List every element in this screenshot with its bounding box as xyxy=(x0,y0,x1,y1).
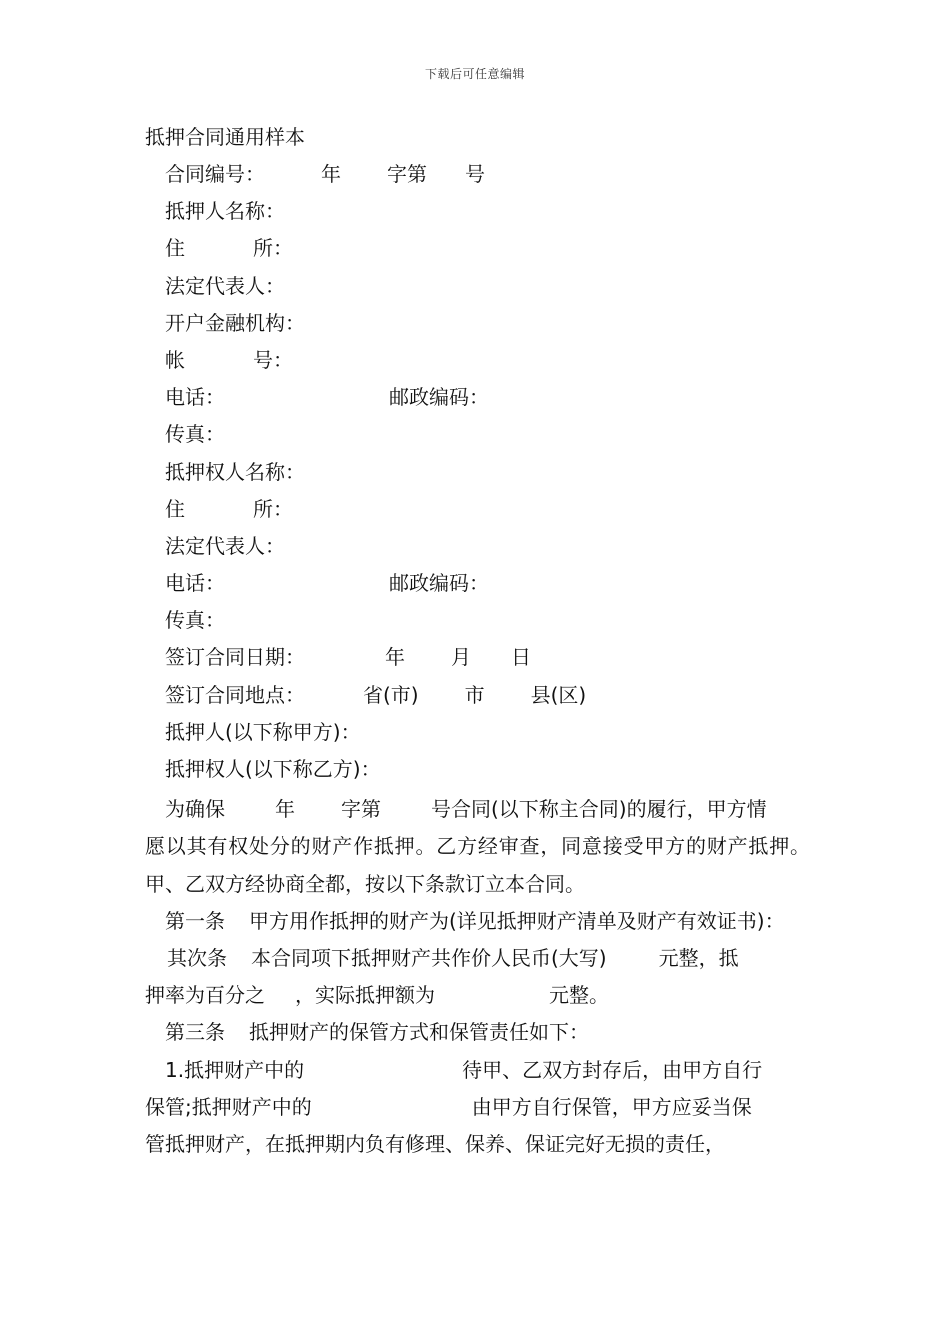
phone-label: 电话： xyxy=(165,571,225,596)
intro-text-rest: 愿以其有权处分的财产作抵押。乙方经审查，同意接受甲方的财产抵押。甲、乙双方经协商全都，按以下条款订立本合同。 xyxy=(145,834,810,896)
province-label: 省(市) xyxy=(363,682,419,707)
sign-date-label: 签订合同日期： xyxy=(165,645,305,670)
mortgagor-fax-line: 传真： xyxy=(165,422,225,447)
intro-text-1: 为确保 xyxy=(165,797,225,822)
city-label: 市 xyxy=(464,682,485,707)
intro-zi: 字第 xyxy=(341,797,381,822)
postal-label: 邮政编码： xyxy=(389,385,489,410)
address-label-a: 住 xyxy=(165,236,185,261)
month-label: 月 xyxy=(451,645,471,670)
mortgagee-name-line: 抵押权人名称： xyxy=(165,459,305,484)
mortgagee-phone-line xyxy=(145,568,810,605)
address-label-a: 住 xyxy=(165,496,185,521)
year-label: 年 xyxy=(385,645,405,670)
article-3-heading: 第三条 xyxy=(165,1020,225,1045)
mortgagee-legal-rep-line: 法定代表人： xyxy=(165,533,285,558)
item-1-text-5: 管抵押财产，在抵押期内负有修理、保养、保证完好无损的责任， xyxy=(145,1132,725,1157)
item-1-text-3: 保管;抵押财产中的 xyxy=(145,1094,312,1119)
mortgagee-fax-line: 传真： xyxy=(165,608,225,633)
article-2-text-3: 押率为百分之 xyxy=(145,983,265,1008)
account-label-a: 帐 xyxy=(165,347,185,372)
day-label: 日 xyxy=(511,645,531,670)
article-1-text: 甲方用作抵押的财产为(详见抵押财产清单及财产有效证书)： xyxy=(249,908,785,933)
article-2-text-5: 元整。 xyxy=(549,983,609,1008)
mortgagee-address-line xyxy=(145,494,810,531)
mortgagor-address-line xyxy=(145,233,810,270)
mortgagor-legal-rep-line: 法定代表人： xyxy=(165,273,285,298)
party-a-line: 抵押人(以下称甲方)： xyxy=(165,719,361,744)
intro-year: 年 xyxy=(275,797,295,822)
sign-place-label: 签订合同地点： xyxy=(165,682,305,707)
party-b-line: 抵押权人(以下称乙方)： xyxy=(165,757,381,781)
account-line xyxy=(145,345,810,382)
article-2-text-4: ，实际抵押额为 xyxy=(295,983,435,1008)
year-label: 年 xyxy=(321,162,341,186)
sign-date-line xyxy=(145,642,810,679)
article-3 xyxy=(145,1014,810,1051)
page-header: 下载后可任意编辑 xyxy=(424,67,525,81)
county-label: 县(区) xyxy=(530,682,587,707)
mortgagor-phone-line xyxy=(145,382,810,419)
article-3-text: 抵押财产的保管方式和保管责任如下： xyxy=(249,1020,589,1045)
article-1-heading: 第一条 xyxy=(165,908,225,933)
sign-place-line xyxy=(145,680,810,717)
intro-text-2: 号合同(以下称主合同)的履行，甲方情 xyxy=(431,797,767,822)
article-2-text-1: 本合同项下抵押财产共作价人民币(大写) xyxy=(251,946,607,970)
article-2-text-2: 元整，抵 xyxy=(658,946,739,970)
contract-number-line xyxy=(145,159,810,196)
bank-line: 开户金融机构： xyxy=(165,310,305,335)
contract-number-label: 合同编号： xyxy=(165,162,265,186)
zi-label: 字第 xyxy=(387,162,427,186)
item-1-text-4: 由甲方自行保管，甲方应妥当保 xyxy=(471,1094,752,1119)
postal-label: 邮政编码： xyxy=(389,571,489,596)
intro-paragraph xyxy=(145,791,810,903)
article-3-item-1 xyxy=(145,1052,810,1164)
mortgagor-name-line: 抵押人名称： xyxy=(165,199,285,224)
item-1-text-2: 待甲、乙双方封存后，由甲方自行 xyxy=(462,1057,763,1082)
article-2-heading: 其次条 xyxy=(167,946,227,970)
hao-label: 号 xyxy=(465,162,485,186)
article-1 xyxy=(145,903,810,940)
item-1-text-1: 1.抵押财产中的 xyxy=(165,1057,305,1082)
address-label-b: 所： xyxy=(253,236,293,261)
contract-document xyxy=(145,122,810,1163)
article-2 xyxy=(145,940,810,1014)
phone-label: 电话： xyxy=(165,385,225,410)
address-label-b: 所： xyxy=(253,496,293,521)
account-label-b: 号： xyxy=(253,347,293,372)
document-title: 抵押合同通用样本 xyxy=(145,125,305,149)
